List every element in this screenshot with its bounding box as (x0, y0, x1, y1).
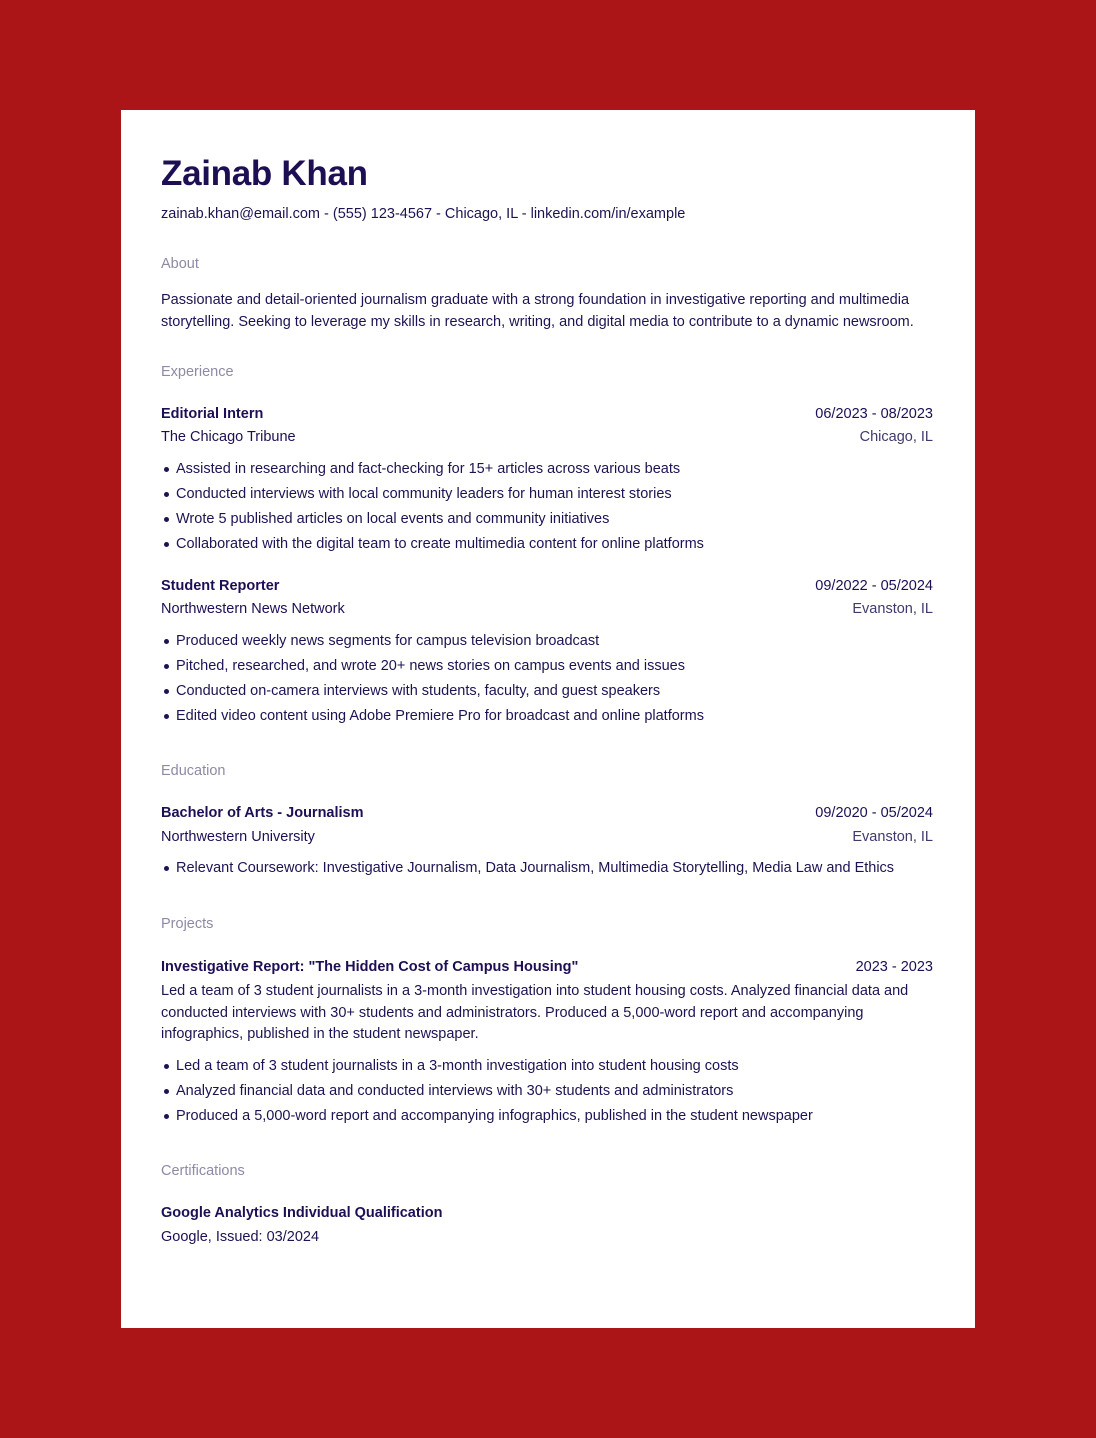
certification-entry (161, 1203, 933, 1247)
degree: Bachelor of Arts - Journalism (161, 805, 364, 821)
education-entry (161, 803, 933, 881)
job-role: Editorial Intern (161, 406, 264, 422)
job-bullets (161, 457, 933, 557)
list-item: Conducted on-camera interviews with students, faculty, and guest speakers (176, 679, 933, 704)
list-item: Relevant Coursework: Investigative Journalism, Data Journalism, Multimedia Storytelling, Media Law and Ethics (176, 856, 903, 881)
education-bullets (161, 856, 933, 881)
job-org: Northwestern News Network (161, 601, 345, 617)
section-title-education: Education (161, 763, 226, 779)
job-subheader (161, 427, 933, 447)
list-item: Conducted interviews with local community leaders for human interest stories (176, 482, 933, 507)
certification-issuer: Google (161, 1228, 208, 1245)
list-item: Wrote 5 published articles on local events and community initiatives (176, 507, 933, 532)
job-entry (161, 404, 933, 557)
section-title-experience: Experience (161, 364, 234, 380)
certification-name: Google Analytics Individual Qualification (161, 1204, 443, 1221)
section-title-about: About (161, 256, 199, 272)
list-item: Produced weekly news segments for campus television broadcast (176, 629, 933, 654)
project-header (161, 957, 933, 977)
job-entry (161, 576, 933, 729)
education-dates: 09/2020 - 05/2024 (815, 805, 933, 821)
section-title-certifications: Certifications (161, 1162, 245, 1179)
job-dates: 06/2023 - 08/2023 (815, 406, 933, 422)
section-title-projects: Projects (161, 916, 214, 932)
candidate-name: Zainab Khan (161, 154, 368, 193)
list-item: Produced a 5,000-word report and accompanying infographics, published in the student newspaper (176, 1104, 933, 1129)
list-item: Pitched, researched, and wrote 20+ news stories on campus events and issues (176, 654, 933, 679)
job-header (161, 404, 933, 424)
job-bullets (161, 629, 933, 729)
project-entry (161, 957, 933, 1129)
list-item: Collaborated with the digital team to create multimedia content for online platforms (176, 532, 933, 557)
project-bullets (161, 1054, 933, 1129)
project-description: Led a team of 3 student journalists in a 3-month investigation into student housing costs. Analyzed financial data and conducted interviews with 30+ students and administrators. Produced a 5,000-word report and accompanying infographics, published in the student newspaper. (161, 983, 909, 1042)
job-org: The Chicago Tribune (161, 429, 296, 445)
job-location: Evanston, IL (852, 601, 933, 617)
school: Northwestern University (161, 829, 315, 845)
project-name: Investigative Report: "The Hidden Cost of Campus Housing" (161, 959, 579, 975)
education-subheader (161, 827, 933, 847)
resume-page (121, 110, 975, 1328)
job-location: Chicago, IL (859, 429, 933, 445)
certification-issued: , Issued: 03/2024 (207, 1228, 320, 1245)
list-item: Assisted in researching and fact-checking for 15+ articles across various beats (176, 457, 933, 482)
job-dates: 09/2022 - 05/2024 (815, 578, 933, 594)
education-header (161, 803, 933, 823)
certification-header (161, 1203, 933, 1223)
list-item: Led a team of 3 student journalists in a 3-month investigation into student housing costs (176, 1054, 933, 1079)
about-text: Passionate and detail-oriented journalism graduate with a strong foundation in investigative reporting and multimedia storytelling. Seeking to leverage my skills in research, writing, and digital media to contribute to a dynamic newsroom. (161, 292, 914, 330)
job-header (161, 576, 933, 596)
job-role: Student Reporter (161, 578, 280, 594)
certification-detail (161, 1227, 933, 1247)
list-item: Edited video content using Adobe Premiere Pro for broadcast and online platforms (176, 704, 933, 729)
list-item: Analyzed financial data and conducted interviews with 30+ students and administrators (176, 1079, 933, 1104)
contact-line: zainab.khan@email.com - (555) 123-4567 - Chicago, IL - linkedin.com/in/example (161, 206, 686, 222)
project-dates: 2023 - 2023 (855, 959, 933, 975)
education-location: Evanston, IL (852, 829, 933, 845)
job-subheader (161, 599, 933, 619)
